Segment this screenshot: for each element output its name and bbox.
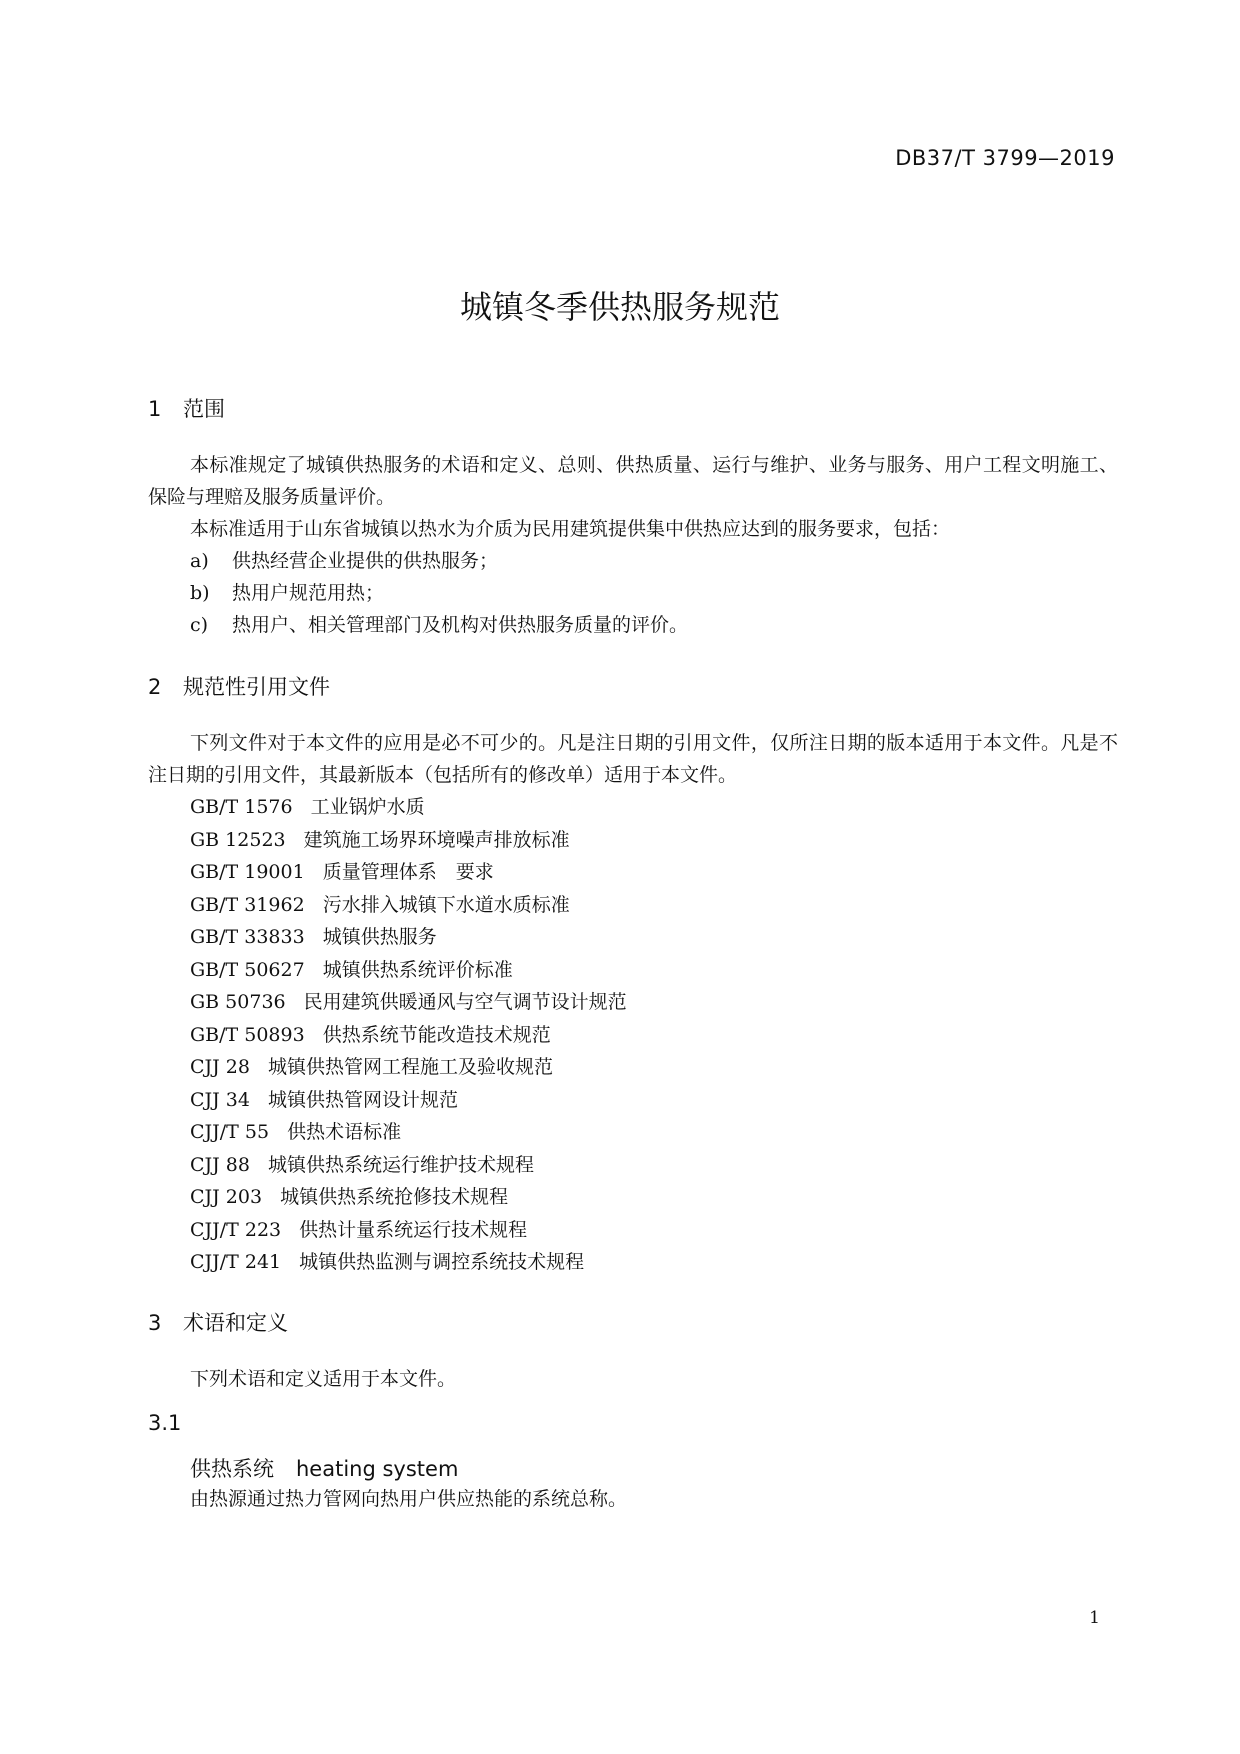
list-item (148, 577, 1118, 609)
reference-item (148, 921, 1118, 954)
reference-code: GB/T 19001 (190, 861, 305, 883)
reference-title: 工业锅炉水质 (310, 796, 425, 818)
section-number: 3 (148, 1310, 162, 1335)
reference-item (148, 954, 1118, 987)
document-title: 城镇冬季供热服务规范 (459, 288, 780, 326)
reference-item (148, 824, 1118, 857)
reference-code: GB 12523 (190, 828, 286, 851)
document-body (148, 393, 1118, 1513)
section-number: 2 (148, 675, 162, 699)
term-chinese: 供热系统 (190, 1456, 274, 1481)
list-item (148, 545, 1118, 577)
reference-code: CJJ 203 (190, 1186, 263, 1208)
reference-title: 城镇供热管网工程施工及验收规范 (268, 1056, 554, 1078)
reference-title: 城镇供热监测与调控系统技术规程 (299, 1251, 585, 1273)
reference-title: 城镇供热系统评价标准 (322, 958, 513, 981)
paragraph: 本标准适用于山东省城镇以热水为介质为民用建筑提供集中供热应达到的服务要求，包括： (190, 518, 951, 540)
list-marker: a) (190, 550, 209, 572)
reference-code: GB/T 50893 (190, 1023, 305, 1046)
reference-item (148, 1084, 1118, 1117)
reference-item (148, 889, 1118, 922)
reference-code: GB/T 33833 (190, 926, 305, 948)
section-title: 规范性引用文件 (183, 675, 330, 699)
reference-item (148, 1214, 1118, 1247)
list-text: 热用户规范用热； (232, 582, 385, 604)
term-entry (148, 1453, 1118, 1485)
reference-code: GB/T 50627 (190, 958, 305, 981)
section-title: 范围 (183, 397, 225, 421)
reference-item (148, 1246, 1118, 1279)
section-title: 术语和定义 (183, 1310, 288, 1335)
term-definition: 由热源通过热力管网向热用户供应热能的系统总称。 (190, 1487, 628, 1510)
reference-title: 供热计量系统运行技术规程 (299, 1218, 528, 1241)
page-number: 1 (1089, 1608, 1100, 1628)
list-marker: b) (190, 582, 210, 604)
reference-title: 民用建筑供暖通风与空气调节设计规范 (303, 991, 627, 1013)
reference-code: CJJ/T 55 (190, 1121, 270, 1143)
reference-item (148, 856, 1118, 889)
reference-item (148, 1019, 1118, 1052)
paragraph: 下列文件对于本文件的应用是必不可少的。凡是注日期的引用文件，仅所注日期的版本适用于本文件。凡是不注日期的引用文件，其最新版本（包括所有的修改单）适用于本文件。 (148, 732, 1118, 786)
subclause-number: 3.1 (148, 1410, 182, 1435)
reference-code: CJJ 28 (190, 1056, 250, 1078)
reference-title: 质量管理体系 要求 (322, 861, 494, 883)
reference-code: CJJ 88 (190, 1153, 250, 1176)
reference-item (148, 791, 1118, 824)
list-text: 供热经营企业提供的供热服务； (232, 550, 499, 572)
section-heading-terms-and-definitions (148, 1307, 1118, 1339)
section-heading-scope (148, 393, 1118, 425)
section-heading-normative-references (148, 671, 1118, 703)
reference-title: 供热系统节能改造技术规范 (322, 1023, 551, 1046)
reference-title: 供热术语标准 (287, 1121, 402, 1143)
reference-title: 城镇供热系统抢修技术规程 (280, 1186, 509, 1208)
standard-code: DB37/T 3799—2019 (895, 146, 1115, 170)
reference-title: 城镇供热管网设计规范 (268, 1088, 459, 1111)
reference-title: 城镇供热系统运行维护技术规程 (268, 1153, 535, 1176)
list-text: 热用户、相关管理部门及机构对供热服务质量的评价。 (232, 614, 689, 636)
reference-item (148, 986, 1118, 1019)
section-number: 1 (148, 397, 162, 421)
list-item (148, 609, 1118, 641)
reference-code: CJJ/T 223 (190, 1218, 282, 1241)
reference-item (148, 1181, 1118, 1214)
reference-item (148, 1116, 1118, 1149)
reference-title: 建筑施工场界环境噪声排放标准 (303, 828, 570, 851)
paragraph: 下列术语和定义适用于本文件。 (190, 1367, 457, 1390)
paragraph: 本标准规定了城镇供热服务的术语和定义、总则、供热质量、运行与维护、业务与服务、用户工程文明施工、保险与理赔及服务质量评价。 (148, 454, 1118, 508)
reference-item (148, 1149, 1118, 1182)
list-marker: c) (190, 614, 209, 636)
reference-title: 城镇供热服务 (322, 926, 437, 948)
reference-code: GB/T 1576 (190, 796, 293, 818)
reference-code: GB/T 31962 (190, 893, 305, 916)
term-english: heating system (296, 1456, 459, 1481)
reference-item (148, 1051, 1118, 1084)
reference-code: CJJ/T 241 (190, 1251, 282, 1273)
reference-code: GB 50736 (190, 991, 286, 1013)
reference-title: 污水排入城镇下水道水质标准 (322, 893, 570, 916)
reference-code: CJJ 34 (190, 1088, 250, 1111)
